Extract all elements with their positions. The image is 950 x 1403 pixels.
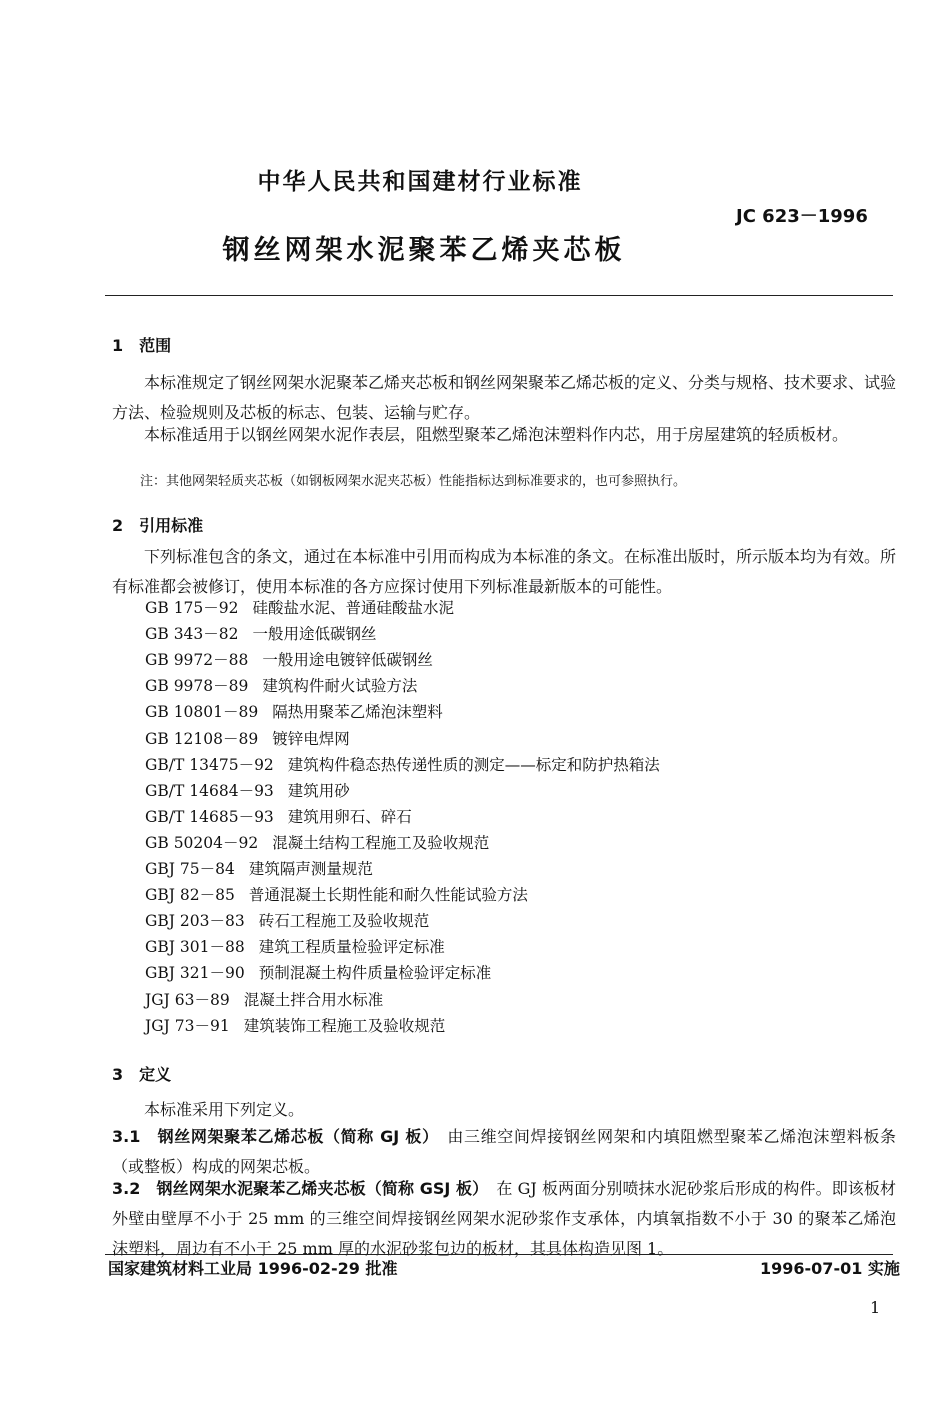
section-3-heading: 3 定义	[112, 1065, 172, 1084]
reference-name: 混凝土拌合用水标准	[243, 990, 384, 1009]
reference-name: 建筑工程质量检验评定标准	[258, 938, 445, 957]
footer-divider	[105, 1254, 893, 1255]
reference-code: GBJ 82－85	[145, 886, 235, 905]
reference-item	[145, 1014, 445, 1036]
reference-code: GB 9972－88	[145, 651, 249, 670]
reference-code: GB 50204－92	[145, 833, 259, 852]
reference-name: 建筑装饰工程施工及验收规范	[243, 1016, 446, 1035]
section-1-note: 注：其他网架轻质夹芯板（如钢板网架水泥夹芯板）性能指标达到标准要求的，也可参照执行。	[140, 474, 687, 489]
standard-category: 中华人民共和国建材行业标准	[257, 169, 583, 195]
reference-code: GB 12108－89	[145, 729, 259, 748]
reference-code: GB/T 14685－93	[145, 807, 274, 826]
header-divider	[105, 295, 893, 296]
definition-3-2-text: 在 GJ 板两面分别喷抹水泥砂浆后形成的构件。即该板材外壁由壁厚不小于 25 mm 的三维空间焊接钢丝网架水泥砂浆作支承体，内填氧指数不小于 30 的聚苯乙烯泡沫塑料，周边有不小于 25 mm 厚的水泥砂浆包边的板材，其具体构造见图 1。	[112, 1179, 896, 1258]
reference-name: 预制混凝土构件质量检验评定标准	[258, 964, 492, 983]
reference-name: 砖石工程施工及验收规范	[258, 912, 430, 931]
reference-code: GBJ 321－90	[145, 964, 245, 983]
reference-code: GB 343－82	[145, 625, 239, 644]
section-1-heading: 1 范围	[112, 336, 172, 355]
section-1-paragraph-2-text: 本标准适用于以钢丝网架水泥作表层，阻燃型聚苯乙烯泡沫塑料作内芯，用于房屋建筑的轻质板材。	[144, 425, 849, 444]
page-number: 1	[870, 1298, 881, 1317]
section-1-paragraph-1-text: 本标准规定了钢丝网架水泥聚苯乙烯夹芯板和钢丝网架聚苯乙烯芯板的定义、分类与规格、技术要求、试验方法、检验规则及芯板的标志、包装、运输与贮存。	[112, 373, 897, 422]
definition-3-2-label: 3.2 钢丝网架水泥聚苯乙烯夹芯板（简称 GSJ 板）	[112, 1179, 481, 1198]
approval-line: 国家建筑材料工业局 1996-02-29 批准	[108, 1259, 398, 1278]
reference-code: GB/T 14684－93	[145, 781, 274, 800]
definition-3-1-text: 由三维空间焊接钢丝网架和内填阻燃型聚苯乙烯泡沫塑料板条（或整板）构成的网架芯板。	[112, 1127, 896, 1176]
reference-item	[145, 935, 445, 957]
reference-item	[145, 831, 489, 853]
reference-name: 建筑用砂	[287, 781, 350, 800]
reference-item	[145, 909, 429, 931]
reference-name: 硅酸盐水泥、普通硅酸盐水泥	[252, 599, 455, 617]
reference-code: GB 10801－89	[145, 703, 259, 722]
definition-3-2	[112, 1174, 896, 1264]
reference-name: 建筑构件稳态热传递性质的测定——标定和防护热箱法	[287, 755, 660, 774]
definition-3-1-label: 3.1 钢丝网架聚苯乙烯芯板（简称 GJ 板）	[112, 1127, 431, 1146]
reference-name: 普通混凝土长期性能和耐久性能试验方法	[248, 886, 528, 905]
reference-item	[145, 883, 528, 905]
reference-item	[145, 674, 417, 696]
section-1-paragraph-2	[112, 420, 896, 450]
reference-name: 混凝土结构工程施工及验收规范	[272, 833, 490, 852]
reference-item	[145, 622, 377, 644]
reference-code: GBJ 301－88	[145, 938, 245, 957]
section-2-intro	[112, 542, 896, 602]
reference-name: 一般用途电镀锌低碳钢丝	[262, 651, 433, 670]
reference-item	[145, 805, 412, 827]
section-1-paragraph-1	[112, 368, 896, 428]
reference-code: GBJ 203－83	[145, 912, 245, 931]
section-3-intro	[112, 1095, 896, 1125]
reference-item	[145, 779, 350, 801]
reference-code: JGJ 63－89	[145, 990, 230, 1009]
reference-name: 隔热用聚苯乙烯泡沫塑料	[272, 703, 443, 722]
reference-code: GBJ 75－84	[145, 860, 235, 878]
reference-item	[145, 596, 454, 618]
reference-code: JGJ 73－91	[145, 1016, 230, 1035]
reference-name: 建筑构件耐火试验方法	[262, 677, 418, 696]
reference-name: 建筑隔声测量规范	[248, 860, 373, 878]
section-2-intro-text: 下列标准包含的条文，通过在本标准中引用而构成为本标准的条文。在标准出版时，所示版本均为有效。所有标准都会被修订，使用本标准的各方应探讨使用下列标准最新版本的可能性。	[112, 547, 897, 596]
document-title: 钢丝网架水泥聚苯乙烯夹芯板	[222, 235, 626, 266]
reference-code: GB/T 13475－92	[145, 755, 274, 774]
implementation-date: 1996-07-01 实施	[760, 1259, 900, 1278]
reference-code: GB 9978－89	[145, 677, 249, 696]
reference-code: GB 175－92	[145, 599, 239, 617]
reference-item	[145, 727, 350, 749]
section-2-heading: 2 引用标准	[112, 516, 204, 535]
standard-number: JC 623－1996	[736, 206, 868, 227]
reference-item	[145, 961, 491, 983]
reference-name: 一般用途低碳钢丝	[252, 625, 377, 644]
reference-item	[145, 648, 433, 670]
reference-item	[145, 857, 373, 879]
reference-name: 建筑用卵石、碎石	[287, 807, 412, 826]
reference-item	[145, 753, 660, 775]
reference-name: 镀锌电焊网	[272, 729, 350, 748]
reference-item	[145, 988, 383, 1010]
reference-item	[145, 700, 443, 722]
definition-3-1	[112, 1122, 896, 1182]
section-3-intro-text: 本标准采用下列定义。	[144, 1100, 305, 1119]
